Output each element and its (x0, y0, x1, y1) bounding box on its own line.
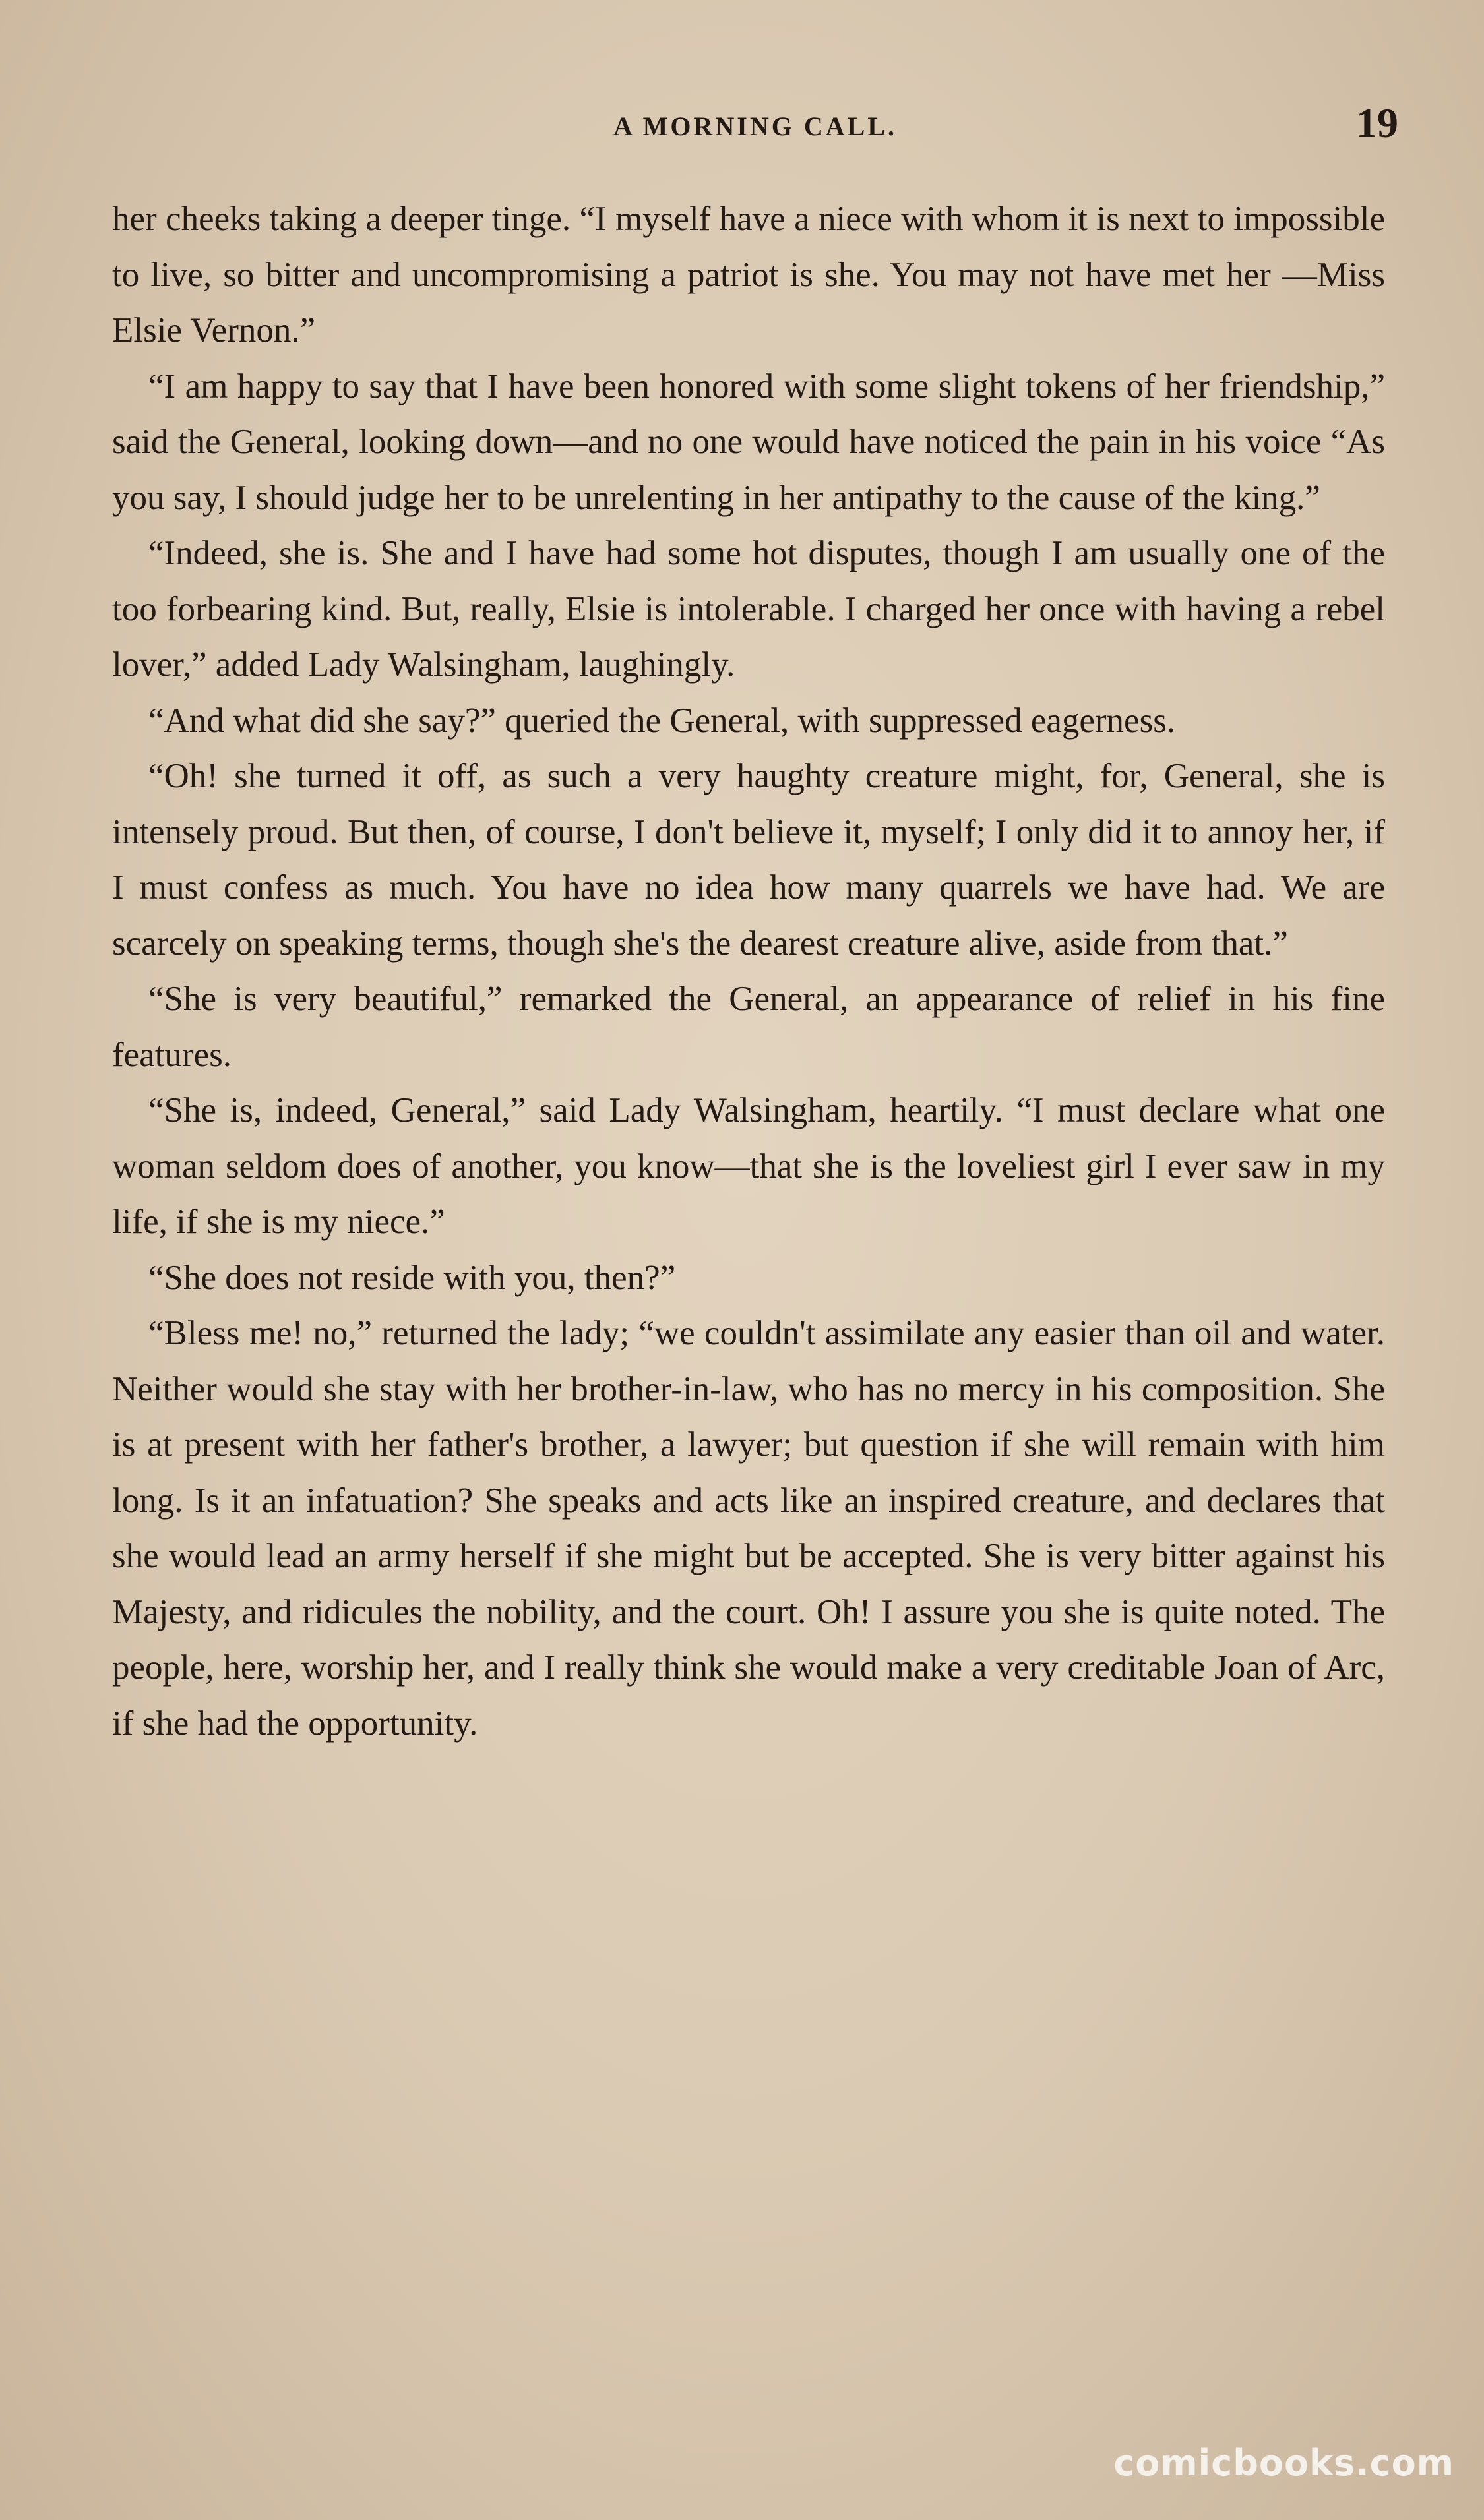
paragraph: “She is, indeed, General,” said Lady Walsingham, heartily. “I must declare what one woman seldom does of another, you know—that she is the loveliest girl I ever saw in my life, if she is my niece.” (112, 1091, 1385, 1241)
watermark: comicbooks.com (1113, 2442, 1454, 2484)
paragraph: “Bless me! no,” returned the lady; “we couldn't assimilate any easier than oil and water. Neither would she stay with her brother-in-law, who has no mercy in his composition. She is at present with her father's brother, a lawyer; but question if she will remain with him long. Is it an infatuation? She speaks and acts like an inspired creature, and declares that she would lead an army herself if she might but be accepted. She is very bitter against his Majesty, and ridicules the nobility, and the court. Oh! I assure you she is quite noted. The people, here, worship her, and I really think she would make a very creditable Joan of Arc, if she had the opportunity. (112, 1314, 1385, 1743)
paragraph: “Indeed, she is. She and I have had some hot disputes, though I am usually one of the too forbearing kind. But, really, Elsie is intolerable. I charged her once with having a rebel lover,” added Lady Walsingham, laughingly. (112, 534, 1385, 684)
paragraph: “She is very beautiful,” remarked the General, an appearance of relief in his fine features. (112, 980, 1385, 1074)
running-head (112, 99, 1398, 152)
running-title: A MORNING CALL. (613, 111, 898, 141)
paragraph: “She does not reside with you, then?” (148, 1258, 676, 1297)
page-number: 19 (1356, 100, 1398, 146)
paragraph: “I am happy to say that I have been honored with some slight tokens of her friendship,” said the General, looking down—and no one would have noticed the pain in his voice “As you say, I should judge her to be unrelenting in her antipathy to the cause of the king.” (112, 367, 1385, 517)
paragraph: “Oh! she turned it off, as such a very haughty creature might, for, General, she is intensely proud. But then, of course, I don't believe it, myself; I only did it to annoy her, if I must confess as much. You have no idea how many quarrels we have had. We are scarcely on speaking terms, though she's the dearest creature alive, aside from that.” (112, 757, 1385, 963)
body-text (112, 191, 1385, 1751)
paragraph: “And what did she say?” queried the General, with suppressed eagerness. (148, 701, 1176, 740)
paragraph: her cheeks taking a deeper tinge. “I myself have a niece with whom it is next to impossible to live, so bitter and uncompromising a patriot is she. You may not have met her —Miss Elsie Vernon.” (112, 200, 1385, 349)
